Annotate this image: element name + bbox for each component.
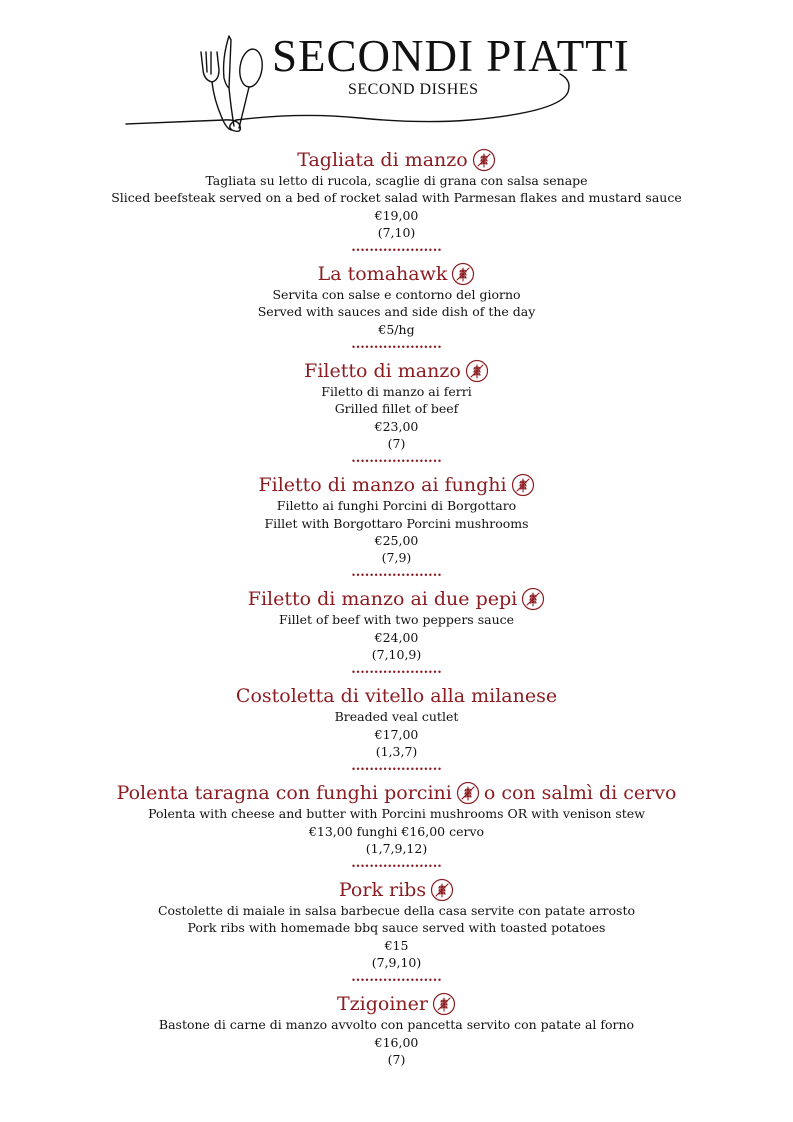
dish-detail-line: (1,3,7) (375, 743, 418, 759)
dish-name: Costoletta di vitello alla milanese (235, 685, 558, 708)
dish-name: Tzigoiner (336, 993, 428, 1016)
dish-name: Tagliata di manzo (297, 149, 468, 171)
dish-item (0, 781, 793, 857)
dish-detail-line: Served with sauces and side dish of the day (257, 304, 536, 320)
dish-name-extra: o con salmì di cervo (483, 782, 677, 805)
dish-name: Pork ribs (338, 879, 427, 902)
dish-detail-line: €13,00 funghi €16,00 cervo (308, 823, 485, 839)
wheat-icon (451, 262, 475, 286)
dish-item (0, 684, 793, 760)
dish-detail-line: Polenta with cheese and butter with Porcini mushrooms OR with venison stew (148, 806, 645, 822)
dish-separator: .................... (351, 451, 442, 467)
dish-name-row (248, 587, 545, 611)
dish-detail-line: Servita con salse e contorno del giorno (272, 287, 521, 303)
page-subtitle: SECOND DISHES (348, 81, 479, 98)
dish-detail-line: Pork ribs with homemade bbq sauce served with toasted potatoes (187, 920, 606, 936)
dish-detail-line: €5/hg (378, 321, 415, 337)
dish-item (0, 262, 793, 338)
dish-name-row (304, 359, 489, 383)
dish-detail-line: €17,00 (374, 726, 419, 742)
dish-detail-line: Fillet with Borgottaro Porcini mushrooms (264, 515, 529, 531)
page-title: SECONDI PIATTI (272, 31, 630, 81)
dish-detail-line: (7) (387, 1051, 406, 1067)
wheat-icon (465, 359, 489, 383)
dish-name-row (258, 473, 534, 497)
dish-name-row (318, 262, 476, 286)
dish-detail-line: €25,00 (374, 532, 419, 548)
dish-name: Filetto di manzo ai due pepi (247, 588, 518, 611)
dish-name-row (337, 992, 456, 1016)
wheat-icon (511, 473, 535, 497)
dish-detail-line: (7,9,10) (371, 955, 422, 971)
dish-detail-line: €23,00 (374, 418, 419, 434)
dish-item (0, 148, 793, 241)
dish-item (0, 359, 793, 452)
dish-detail-line: Costolette di maiale in salsa barbecue della casa servite con patate arrosto (157, 903, 636, 919)
dish-name-row (236, 684, 557, 708)
dish-detail-line: €15 (384, 937, 409, 953)
dish-detail-line: Grilled fillet of beef (334, 401, 459, 417)
dish-detail-line: (1,7,9,12) (365, 840, 428, 856)
dish-detail-line: (7,10) (377, 224, 416, 240)
dish-item (0, 587, 793, 663)
dish-detail-line: Filetto ai funghi Porcini di Borgottaro (276, 498, 517, 514)
wheat-icon (430, 878, 454, 902)
dish-name: Polenta taragna con funghi porcini (116, 782, 452, 805)
dish-detail-line: Fillet of beef with two peppers sauce (278, 612, 515, 628)
dish-separator: .................... (351, 337, 442, 353)
dish-item (0, 992, 793, 1068)
dish-name-row (117, 781, 677, 805)
dish-name: La tomahawk (317, 263, 448, 286)
dish-item (0, 473, 793, 566)
dish-name-row (297, 148, 495, 172)
wheat-icon (456, 781, 480, 805)
dish-separator: .................... (351, 662, 442, 678)
dish-detail-line: Tagliata su letto di rucola, scaglie di grana con salsa senape (205, 173, 588, 188)
dish-detail-line: €24,00 (374, 629, 419, 645)
dish-detail-line: (7) (387, 435, 406, 451)
dish-separator: .................... (351, 240, 442, 256)
dish-name: Filetto di manzo ai funghi (258, 474, 507, 497)
dish-separator: .................... (351, 759, 442, 775)
dish-name: Filetto di manzo (304, 360, 461, 383)
wheat-icon (472, 148, 496, 172)
wheat-icon (432, 992, 456, 1016)
dish-name-row (339, 878, 454, 902)
dish-detail-line: (7,9) (381, 550, 412, 566)
dish-detail-line: Bastone di carne di manzo avvolto con pancetta servito con patate al forno (158, 1017, 635, 1033)
dish-separator: .................... (351, 565, 442, 581)
dish-detail-line: €19,00 (374, 207, 419, 223)
dish-detail-line: Filetto di manzo ai ferri (321, 384, 472, 400)
dish-detail-line: (7,10,9) (371, 647, 422, 663)
wheat-icon (521, 587, 545, 611)
dish-list (0, 148, 793, 1068)
dish-detail-line: €16,00 (374, 1034, 419, 1050)
dish-detail-line: Sliced beefsteak served on a bed of rocket salad with Parmesan flakes and mustard sauce (111, 190, 682, 206)
dish-separator: .................... (351, 970, 442, 986)
dish-item (0, 878, 793, 971)
dish-separator: .................... (351, 856, 442, 872)
menu-header (0, 0, 793, 140)
dish-detail-line: Breaded veal cutlet (334, 709, 459, 725)
